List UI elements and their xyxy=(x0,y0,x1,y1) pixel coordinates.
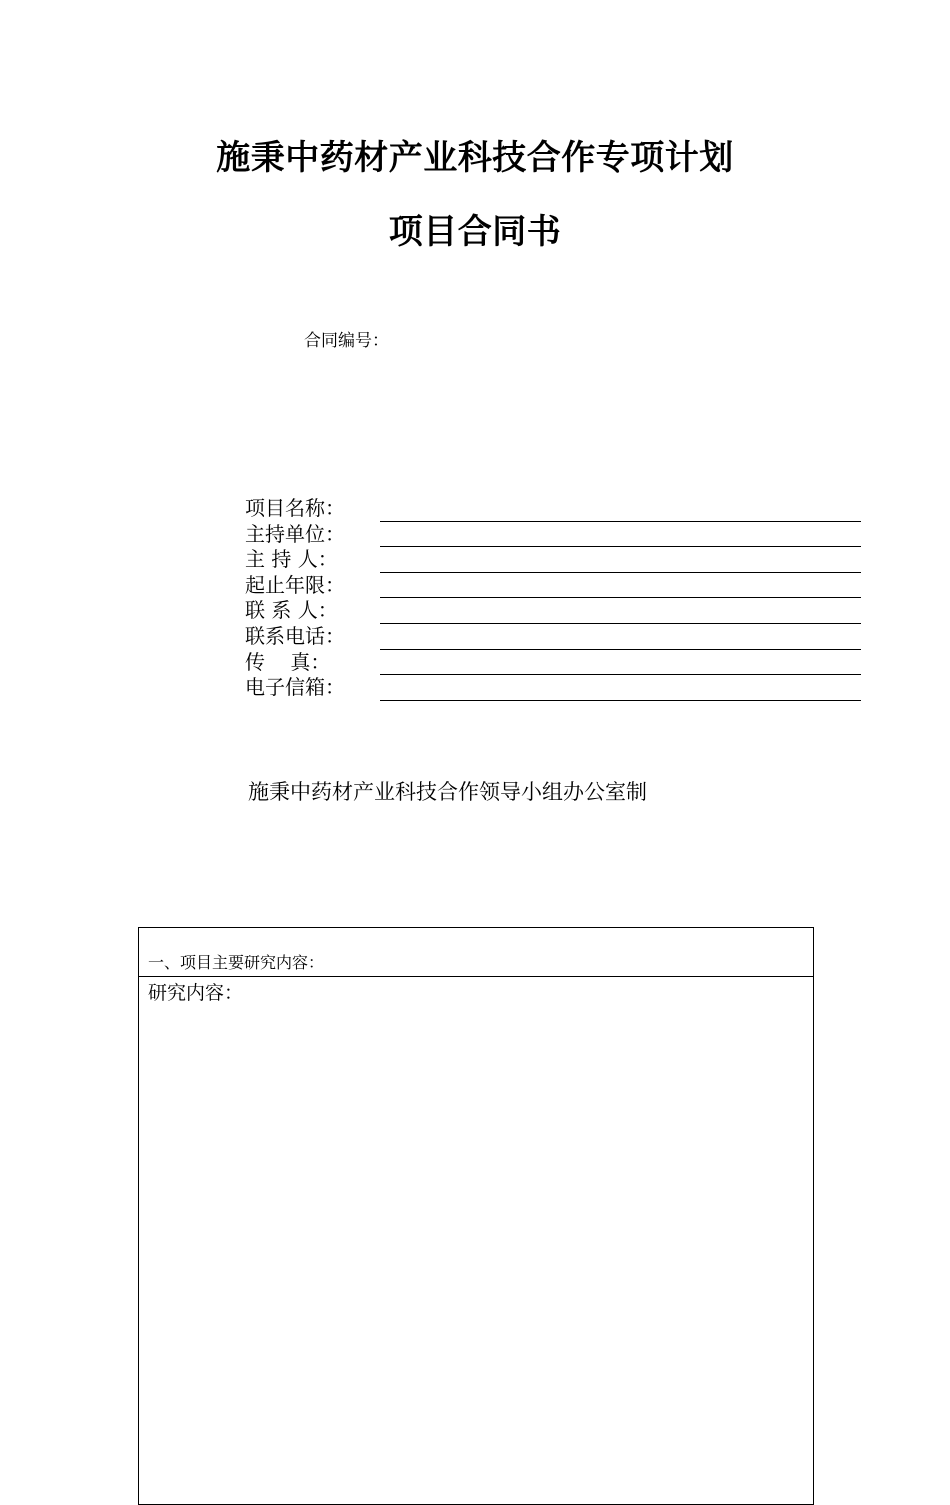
field-label: 主 持 人： xyxy=(245,547,338,572)
field-host-person xyxy=(245,547,865,573)
contract-number-label: 合同编号： xyxy=(304,331,389,351)
field-email xyxy=(245,675,865,701)
field-host-unit xyxy=(245,522,865,548)
field-label: 起止年限： xyxy=(245,572,345,597)
fill-line[interactable] xyxy=(380,700,861,701)
section-heading: 一、项目主要研究内容： xyxy=(148,953,325,972)
field-project-name xyxy=(245,496,865,522)
field-label: 联 系 人： xyxy=(245,598,338,623)
field-phone xyxy=(245,624,865,650)
field-fax xyxy=(245,650,865,676)
field-label: 电子信箱： xyxy=(245,675,345,700)
research-content-label: 研究内容： xyxy=(148,982,244,1004)
issuer-line: 施秉中药材产业科技合作领导小组办公室制 xyxy=(248,780,647,804)
document-title: 施秉中药材产业科技合作专项计划 xyxy=(216,138,734,178)
field-label: 传 真： xyxy=(245,649,331,674)
field-label: 项目名称： xyxy=(245,496,345,520)
field-period xyxy=(245,573,865,599)
field-label: 联系电话： xyxy=(245,623,345,648)
field-label: 主持单位： xyxy=(245,521,345,546)
table-header-cell xyxy=(139,928,813,977)
project-info-form xyxy=(245,496,865,701)
field-contact-person xyxy=(245,598,865,624)
document-subtitle: 项目合同书 xyxy=(388,212,562,252)
research-content-table xyxy=(138,927,814,1505)
